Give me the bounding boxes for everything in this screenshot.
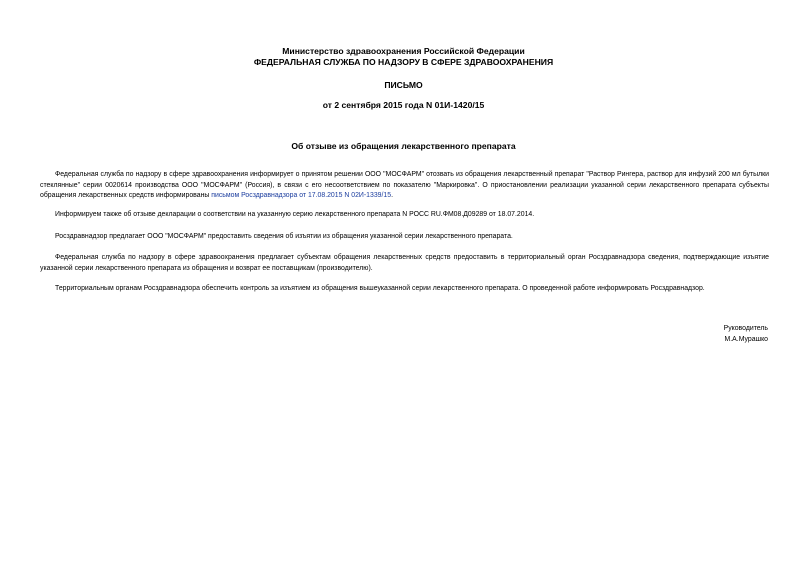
signature-block <box>724 323 768 345</box>
paragraph-3: Росздравнадзор предлагает ООО "МОСФАРМ" предоставить сведения об изъятии из обращения указанной серии лекарственного препарата. <box>55 233 513 240</box>
paragraph-1-end: . <box>391 192 393 199</box>
paragraph-5: Территориальным органам Росздравнадзора обеспечить контроль за изъятием из обращения вышеуказанной серии лекарственного препарата. О проведенной работе информировать Росздравнадзор. <box>55 285 705 292</box>
document-header <box>0 46 807 68</box>
paragraph-2: Информируем также об отзыве декларации о соответствии на указанную серию лекарственного препарата N РОСС RU.ФМ08.Д09289 от 18.07.2014. <box>55 211 535 218</box>
paragraph-1 <box>40 170 769 202</box>
document-type: ПИСЬМО <box>384 80 423 90</box>
document-subject: Об отзыве из обращения лекарственного препарата <box>291 141 516 151</box>
service-name: ФЕДЕРАЛЬНАЯ СЛУЖБА ПО НАДЗОРУ В СФЕРЕ ЗДРАВООХРАНЕНИЯ <box>253 57 554 67</box>
document-date-number: от 2 сентября 2015 года N 01И-1420/15 <box>322 100 485 110</box>
signature-name: М.А.Мурашко <box>724 336 768 343</box>
ministry-name: Министерство здравоохранения Российской Федерации <box>282 46 525 56</box>
reference-letter-link[interactable]: письмом Росздравнадзора от 17.08.2015 N 02И-1339/15 <box>211 192 392 199</box>
paragraph-1-text: Федеральная служба по надзору в сфере здравоохранения информирует о принятом решении ООО "МОСФАРМ" отозвать из обращения лекарственный препарат "Раствор Рингера, раствор для инфузий 200 мл бутылки стеклянные" серии 0020614 производства ООО "МОСФАРМ" (Россия), в связи с его несоответствием по показателю "Маркировка". О приостановлении реализации указанной серии лекарственного препарата субъекты обращения лекарственных средств информированы <box>40 171 769 199</box>
signature-position: Руководитель <box>723 325 768 332</box>
paragraph-4: Федеральная служба по надзору в сфере здравоохранения предлагает субъектам обращения лекарственных средств предоставить в территориальный орган Росздравнадзора сведения, подтверждающие изъятие указанной серии лекарственного препарата из обращения и возврат ее поставщикам (производителю). <box>40 254 769 272</box>
